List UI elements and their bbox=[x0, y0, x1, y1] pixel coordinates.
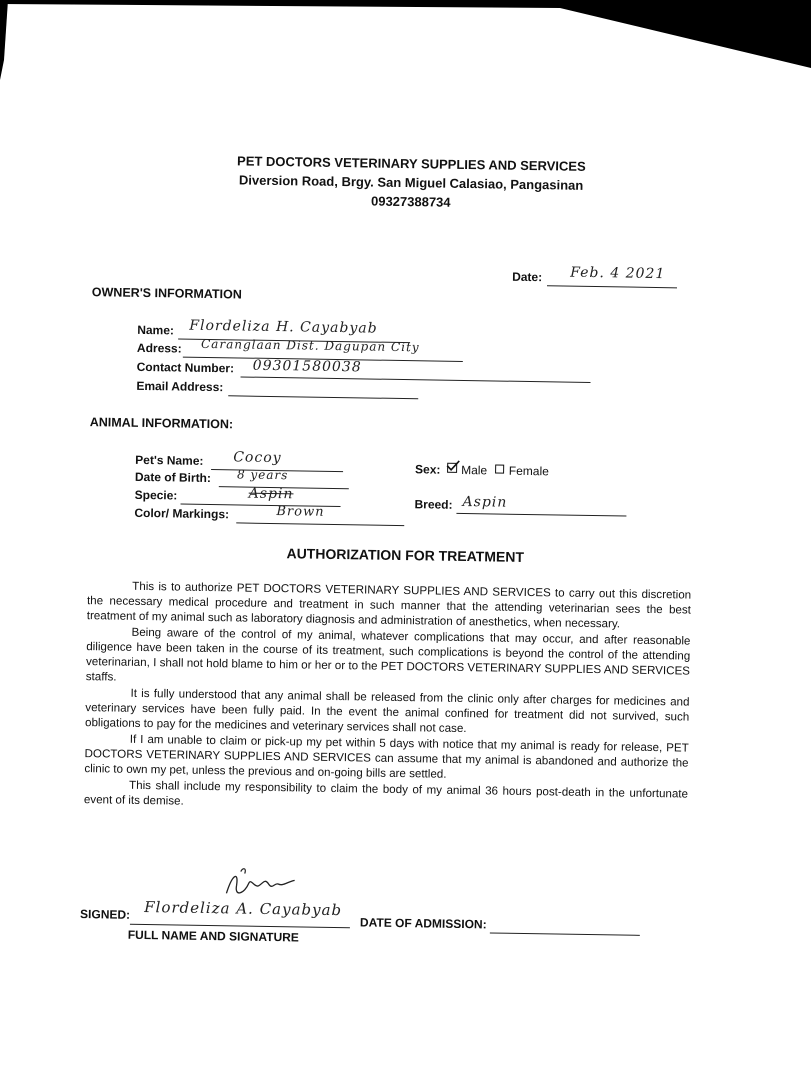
dob-value[interactable]: 8 years bbox=[236, 467, 289, 483]
pet-name-label: Pet's Name: bbox=[135, 452, 204, 468]
dob-label: Date of Birth: bbox=[134, 469, 212, 486]
sex-field bbox=[415, 462, 549, 478]
address-label: Adress: bbox=[136, 340, 182, 356]
date-label: Date: bbox=[512, 269, 543, 285]
pet-name-value[interactable]: Cocoy bbox=[233, 449, 282, 467]
authorization-body bbox=[84, 578, 692, 817]
paragraph-5: This shall include my responsibility to claim the body of my animal 36 hours post-death in the unfortunate event of its demise. bbox=[83, 778, 689, 808]
color-value[interactable]: Brown bbox=[276, 504, 325, 520]
breed-value[interactable]: Aspin bbox=[462, 493, 508, 511]
authorization-title: AUTHORIZATION FOR TREATMENT bbox=[286, 545, 525, 565]
admission-label: DATE OF ADMISSION: bbox=[359, 915, 487, 932]
breed-line bbox=[456, 513, 626, 517]
specie-value[interactable]: Aspin bbox=[248, 485, 294, 503]
animal-heading: ANIMAL INFORMATION: bbox=[89, 415, 234, 432]
email-line bbox=[228, 395, 418, 399]
paragraph-4: If I am unable to claim or pick-up my pet within 5 days with notice that my animal is ready for release, PET DOCTORS VETERINARY SUPPLIES AND SERVICES can assume that my animal is abandoned and authorize the clinic to own my pet, unless the previous and on-going bills are settled. bbox=[84, 732, 689, 781]
owner-heading: OWNER'S INFORMATION bbox=[91, 285, 242, 302]
contact-value[interactable]: 09301580038 bbox=[252, 357, 362, 376]
sex-female-label: Female bbox=[508, 463, 549, 479]
paragraph-2: Being aware of the control of my animal, whatever complications that may occur, and after reasonable diligence have been taken in the course of its treatment, such complications is beyond the control of the attending veterinarian, I shall not hold blame to him or her or to the PET DOCTORS VETERINARY SUPPLIES AND SERVICES staffs. bbox=[85, 625, 691, 684]
specie-label: Specie: bbox=[134, 487, 178, 503]
sex-male-label: Male bbox=[461, 462, 488, 478]
paragraph-1: This is to authorize PET DOCTORS VETERINARY SUPPLIES AND SERVICES to carry out this discretion the necessary medical procedure and treatment in such manner that the attending veterinarian sees the best treatment of my animal such as laboratory diagnosis and administration of anesthetics, when necessary. bbox=[86, 579, 692, 631]
color-label: Color/ Markings: bbox=[134, 505, 230, 522]
check-mark-icon bbox=[446, 460, 460, 472]
signed-name-value[interactable]: Flordeliza A. Cayabyab bbox=[144, 898, 343, 920]
sex-female-checkbox[interactable] bbox=[495, 464, 504, 473]
email-label: Email Address: bbox=[136, 378, 224, 395]
name-label: Name: bbox=[137, 322, 175, 338]
company-name: PET DOCTORS VETERINARY SUPPLIES AND SERVICES bbox=[236, 153, 586, 174]
date-line bbox=[547, 285, 677, 288]
address-value[interactable]: Caranglaan Dist. Dagupan City bbox=[200, 336, 420, 355]
date-value[interactable]: Feb. 4 2021 bbox=[570, 264, 666, 283]
contact-label: Contact Number: bbox=[136, 359, 235, 376]
color-line bbox=[236, 522, 404, 526]
paragraph-3: It is fully understood that any animal shall be released from the clinic only after charges for medicines and veterinary services have been fully paid. In the event the animal confined for treatment did not survived, such obligations to pay for the medicines and veterinary services shall not case. bbox=[84, 686, 690, 736]
sex-label: Sex: bbox=[415, 462, 441, 477]
signature-caption: FULL NAME AND SIGNATURE bbox=[127, 927, 299, 945]
signed-label: SIGNED: bbox=[79, 907, 131, 922]
sex-male-checkbox[interactable] bbox=[447, 463, 457, 473]
company-address: Diversion Road, Brgy. San Miguel Calasiao, Pangasinan bbox=[238, 172, 584, 193]
contact-line bbox=[241, 376, 591, 382]
admission-line bbox=[490, 932, 640, 935]
company-phone: 09327388734 bbox=[370, 193, 451, 210]
breed-label: Breed: bbox=[414, 497, 453, 512]
name-value[interactable]: Flordeliza H. Cayabyab bbox=[189, 317, 378, 337]
